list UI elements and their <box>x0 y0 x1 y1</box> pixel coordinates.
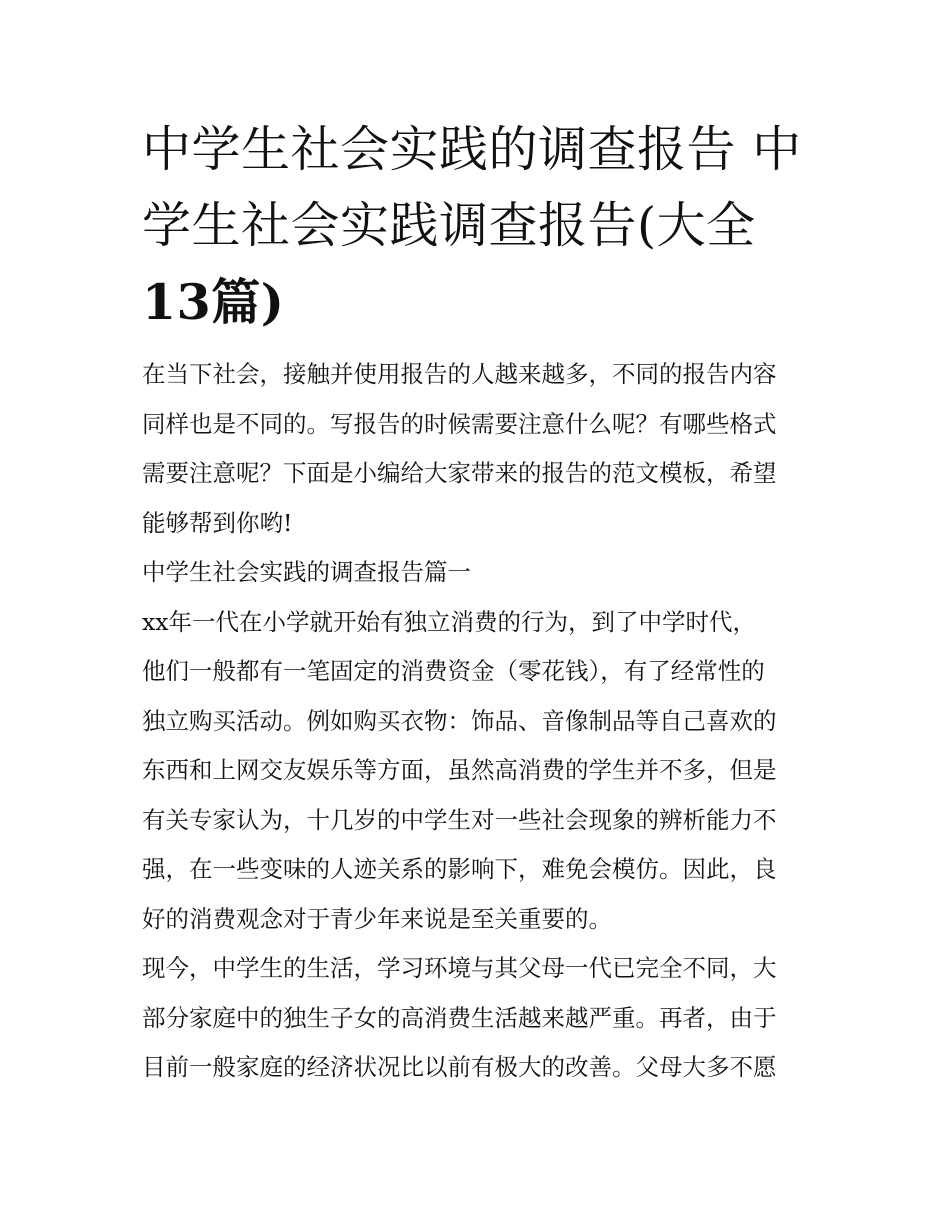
paragraph-line: xx年一代在小学就开始有独立消费的行为，到了中学时代， <box>142 607 757 636</box>
title-line-3: 13篇) <box>142 273 285 331</box>
title-line-2: 学生社会实践调查报告(大全 <box>142 197 756 254</box>
intro-line: 能够帮到你哟! <box>142 508 293 537</box>
paragraph-line: 部分家庭中的独生子女的高消费生活越来越严重。再者，由于 <box>142 1003 777 1032</box>
body-paragraph-2 <box>142 944 814 1093</box>
section-heading <box>142 548 814 598</box>
paragraph-line: 独立购买活动。例如购买衣物：饰品、音像制品等自己喜欢的 <box>142 706 777 735</box>
intro-line: 同样也是不同的。写报告的时候需要注意什么呢？有哪些格式 <box>142 409 777 438</box>
document-title <box>142 112 814 340</box>
paragraph-line: 有关专家认为，十几岁的中学生对一些社会现象的辨析能力不 <box>142 805 777 834</box>
paragraph-line: 目前一般家庭的经济状况比以前有极大的改善。父母大多不愿 <box>142 1053 777 1081</box>
intro-line: 需要注意呢？下面是小编给大家带来的报告的范文模板，希望 <box>142 459 777 487</box>
intro-line: 在当下社会，接触并使用报告的人越来越多，不同的报告内容 <box>142 360 777 388</box>
paragraph-line: 强，在一些变味的人迹关系的影响下，难免会模仿。因此，良 <box>142 855 777 883</box>
intro-paragraph <box>142 350 814 548</box>
document-page <box>142 112 814 1093</box>
section-heading-text: 中学生社会实践的调查报告篇一 <box>142 558 471 586</box>
body-paragraph-1 <box>142 598 814 945</box>
paragraph-line: 东西和上网交友娱乐等方面，虽然高消费的学生并不多，但是 <box>142 756 777 784</box>
paragraph-line: 好的消费观念对于青少年来说是至关重要的。 <box>142 904 612 933</box>
paragraph-line: 他们一般都有一笔固定的消费资金（零花钱），有了经常性的 <box>142 657 765 685</box>
paragraph-line: 现今，中学生的生活，学习环境与其父母一代已完全不同，大 <box>142 954 777 982</box>
title-line-1: 中学生社会实践的调查报告 中 <box>142 121 802 178</box>
